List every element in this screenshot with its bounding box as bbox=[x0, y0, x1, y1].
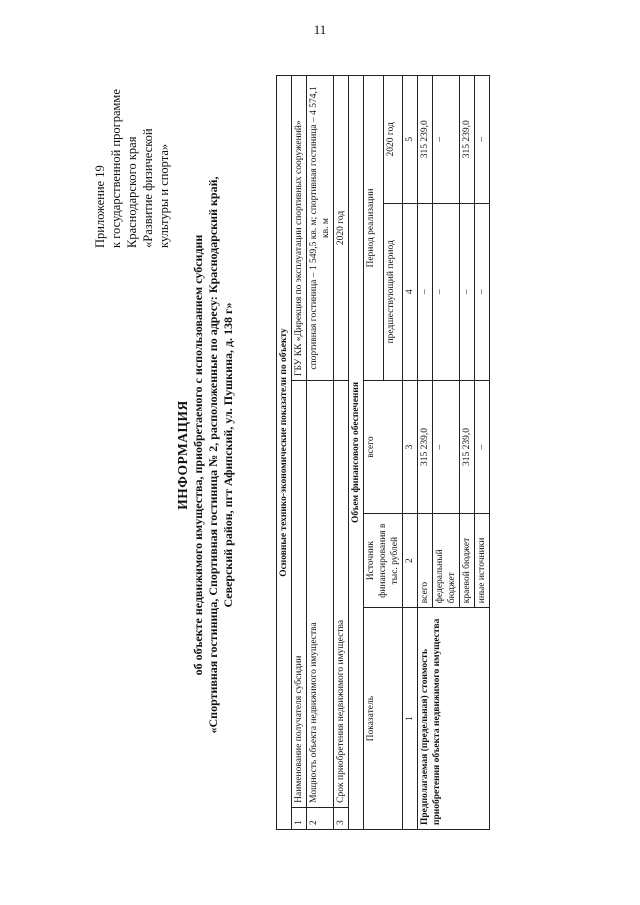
section-title: Основные технико-экономические показатели по объекту bbox=[277, 76, 292, 830]
appendix-line: «Развитие физической bbox=[141, 128, 155, 248]
finance-prev: – bbox=[433, 203, 460, 380]
page-number: 11 bbox=[313, 22, 327, 37]
finance-prev: – bbox=[418, 203, 433, 380]
indicators-table bbox=[276, 75, 490, 830]
finance-total: – bbox=[433, 380, 460, 513]
finance-year: 315 239,0 bbox=[460, 76, 475, 204]
column-number: 3 bbox=[403, 380, 418, 513]
appendix-line: Краснодарского края bbox=[125, 136, 139, 248]
finance-total: 315 239,0 bbox=[418, 380, 433, 513]
header-period: Период реализации bbox=[364, 76, 384, 381]
table-row bbox=[418, 76, 433, 830]
table-row bbox=[307, 76, 334, 830]
header-total: всего bbox=[364, 380, 403, 513]
finance-year: 315 239,0 bbox=[418, 76, 433, 204]
row-number: 3 bbox=[334, 807, 349, 829]
row-value: ГБУ КК «Дирекция по эксплуатации спортивных сооружений» bbox=[292, 76, 307, 381]
row-value: 2020 год bbox=[334, 76, 349, 381]
finance-source: всего bbox=[418, 514, 433, 608]
row-value: спортивная гостиница – 1 549,5 кв. м; спортивная гостиница – 4 574,1 кв. м bbox=[307, 76, 334, 381]
finance-source: федеральный бюджет bbox=[433, 514, 460, 608]
document-title bbox=[175, 70, 236, 840]
finance-year: – bbox=[433, 76, 460, 204]
rotated-content bbox=[80, 70, 600, 840]
finance-prev: – bbox=[475, 203, 490, 380]
title-line: Северский район, пгт Афипский, ул. Пушкина, д. 138 г» bbox=[221, 302, 235, 608]
header-indicator: Показатель bbox=[364, 608, 403, 830]
header-year: 2020 год bbox=[383, 76, 403, 204]
column-number: 1 bbox=[403, 608, 418, 830]
finance-year: – bbox=[475, 76, 490, 204]
table-row bbox=[334, 76, 349, 830]
appendix-line: Приложение 19 bbox=[93, 165, 107, 248]
row-number: 1 bbox=[292, 807, 307, 829]
row-label: Наименование получателя субсидии bbox=[292, 380, 307, 807]
column-number: 5 bbox=[403, 76, 418, 204]
section-title: Объем финансового обеспечения bbox=[349, 76, 364, 830]
row-label: Срок приобретения недвижимого имущества bbox=[334, 380, 349, 807]
header-source: Источник финансирования в тыс. рублей bbox=[364, 514, 403, 608]
finance-source: иные источники bbox=[475, 514, 490, 608]
finance-prev: – bbox=[460, 203, 475, 380]
finance-label: Предполагаемая (предельная) стоимость приобретения объекта недвижимого имущества bbox=[418, 608, 490, 830]
finance-total: 315 239,0 bbox=[460, 380, 475, 513]
table-row bbox=[292, 76, 307, 830]
finance-total: – bbox=[475, 380, 490, 513]
row-number: 2 bbox=[307, 807, 334, 829]
appendix-note bbox=[92, 78, 172, 248]
finance-source: краевой бюджет bbox=[460, 514, 475, 608]
title-heading: ИНФОРМАЦИЯ bbox=[175, 400, 190, 510]
column-number: 4 bbox=[403, 203, 418, 380]
title-line: «Спортивная гостиница, Спортивная гостиница № 2, расположенные по адресу: Краснодарский край, bbox=[206, 176, 220, 734]
header-prev-period: предшествующий период bbox=[383, 203, 403, 380]
row-label: Мощность объекта недвижимого имущества bbox=[307, 380, 334, 807]
appendix-line: культуры и спорта» bbox=[157, 143, 171, 248]
appendix-line: к государственной программе bbox=[109, 89, 123, 248]
title-line: об объекте недвижимого имущества, приобретаемого с использованием субсидии bbox=[191, 234, 205, 676]
column-number: 2 bbox=[403, 514, 418, 608]
